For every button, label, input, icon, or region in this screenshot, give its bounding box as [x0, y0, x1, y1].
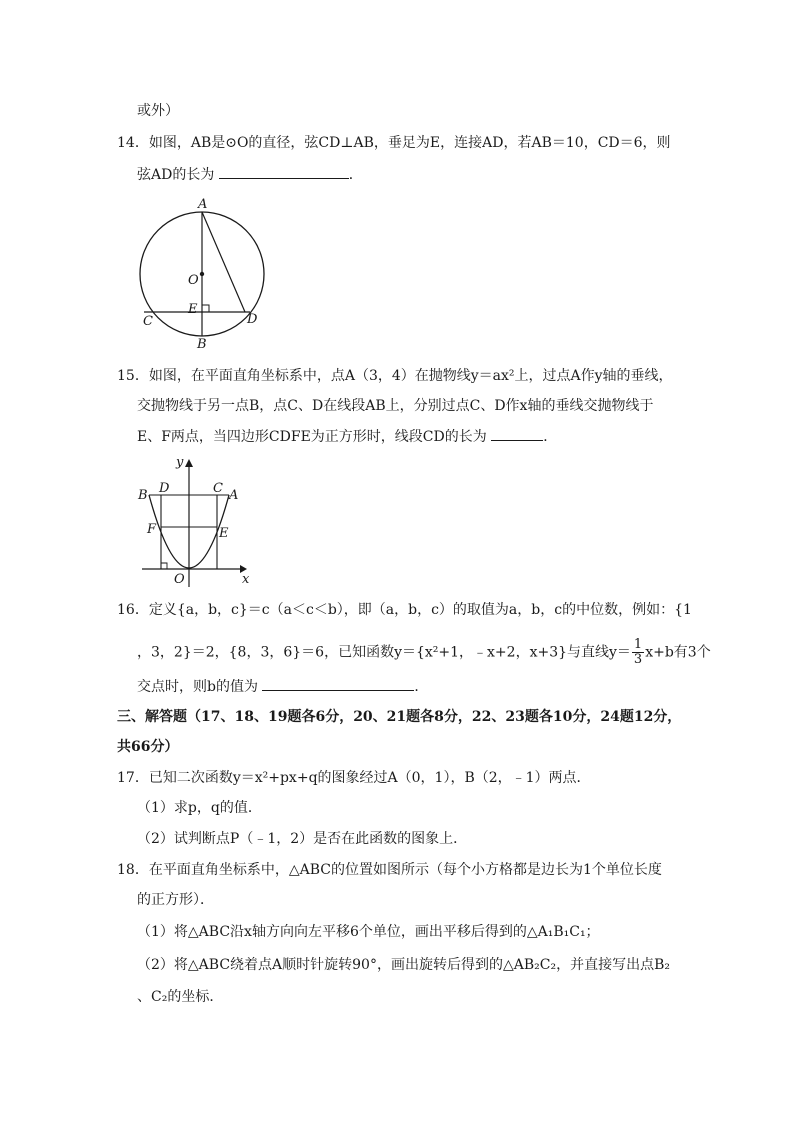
label-c: C — [213, 481, 223, 496]
label-a: A — [198, 197, 208, 212]
q16-line3 — [137, 676, 428, 697]
q18-line2: 的正方形）． — [137, 892, 214, 908]
q16-line2 — [137, 638, 711, 667]
q16-text-2b: x+b有3个 — [645, 644, 711, 661]
y-axis-arrow — [185, 459, 193, 467]
label-d: D — [247, 312, 258, 327]
right-angle-mark — [161, 563, 167, 569]
label-o: O — [188, 273, 199, 288]
q16-end: ． — [414, 679, 429, 695]
q18-sub2: （2）将△ABC绕着点A顺时针旋转90°，画出旋转后得到的△AB₂C₂，并直接写出点B₂ — [137, 957, 670, 973]
label-a: A — [229, 488, 239, 503]
q14-text-1: 如图，AB是⊙O的直径，弦CD⊥AB，垂足为E，连接AD，若AB＝10，CD＝6，则 — [148, 135, 671, 151]
q16-text-3: 交点时，则b的值为 — [137, 679, 258, 695]
q14-number: 14． — [117, 135, 149, 151]
label-d: D — [159, 481, 170, 496]
label-y: y — [176, 455, 184, 470]
label-b: B — [138, 488, 148, 503]
q18-sub3: 、C₂的坐标． — [137, 989, 224, 1005]
q14-text-2: 弦AD的长为 — [137, 167, 215, 183]
q16-answer-blank[interactable] — [262, 676, 414, 691]
q15-line2 — [137, 396, 653, 416]
label-f: F — [147, 522, 157, 537]
label-e: E — [188, 302, 198, 317]
q15-parabola-figure — [130, 452, 260, 588]
q15-text-2: 交抛物线于另一点B，点C、D在线段AB上，分别过点C、D作x轴的垂线交抛物线于 — [137, 398, 654, 414]
fraction-numerator: 1 — [633, 637, 643, 652]
q15-line3 — [137, 426, 557, 447]
q15-text-3: E、F两点，当四边形CDFE为正方形时，线段CD的长为 — [137, 429, 487, 445]
q15-text-1: 如图，在平面直角坐标系中，点A（3，4）在抛物线y＝ax²上，过点A作y轴的垂线， — [148, 368, 673, 384]
q14-end: ． — [348, 167, 363, 183]
q17-sub1: （1）求p，q的值． — [137, 800, 262, 816]
continued-fragment: 或外） — [137, 103, 179, 119]
q17-text-1: 已知二次函数y＝x²+px+q的图象经过A（0，1），B（2，﹣1）两点． — [148, 770, 591, 786]
right-angle-mark — [202, 305, 209, 312]
q16-text-2a: ，3，2}＝2，{8，3，6}＝6，已知函数y＝{x²+1，﹣x+2，x+3}与直线y＝ — [137, 644, 631, 661]
segment-ad — [202, 212, 245, 312]
q16-number: 16． — [117, 602, 149, 618]
q17-line1 — [117, 768, 591, 788]
q16-text-1: 定义{a，b，c}＝c（a＜c＜b），即（a，b，c）的取值为a，b，c的中位数，例如：{1 — [148, 602, 692, 618]
q14-answer-blank[interactable] — [219, 164, 349, 179]
q14-circle-figure — [130, 192, 280, 352]
q15-number: 15． — [117, 368, 149, 384]
q14-line2 — [137, 164, 363, 185]
q17-number: 17． — [117, 770, 149, 786]
q16-line1 — [117, 600, 692, 620]
fraction-denominator: 3 — [633, 652, 643, 667]
q18-text-1: 在平面直角坐标系中，△ABC的位置如图所示（每个小方格都是边长为1个单位长度 — [148, 862, 662, 878]
label-e: E — [219, 526, 229, 541]
q18-sub1: （1）将△ABC沿x轴方向向左平移6个单位，画出平移后得到的△A₁B₁C₁； — [137, 924, 600, 940]
label-c: C — [143, 314, 153, 329]
q17-sub2: （2）试判断点P（﹣1，2）是否在此函数的图象上． — [137, 831, 468, 847]
q14-line1 — [117, 133, 671, 153]
q15-end: ． — [543, 429, 558, 445]
label-o: O — [174, 572, 185, 587]
section-3-heading-line2: 共66分） — [117, 739, 179, 755]
label-x: x — [242, 572, 250, 587]
fraction-one-third — [632, 638, 644, 667]
section-3-heading-line1: 三、解答题（17、18、19题各6分，20、21题各8分，22、23题各10分，24题12分， — [117, 709, 682, 725]
q15-answer-blank[interactable] — [491, 426, 543, 441]
q18-line1 — [117, 860, 662, 880]
q18-number: 18． — [117, 862, 149, 878]
center-dot — [200, 272, 204, 276]
q15-line1 — [117, 366, 673, 386]
label-b: B — [197, 337, 207, 352]
